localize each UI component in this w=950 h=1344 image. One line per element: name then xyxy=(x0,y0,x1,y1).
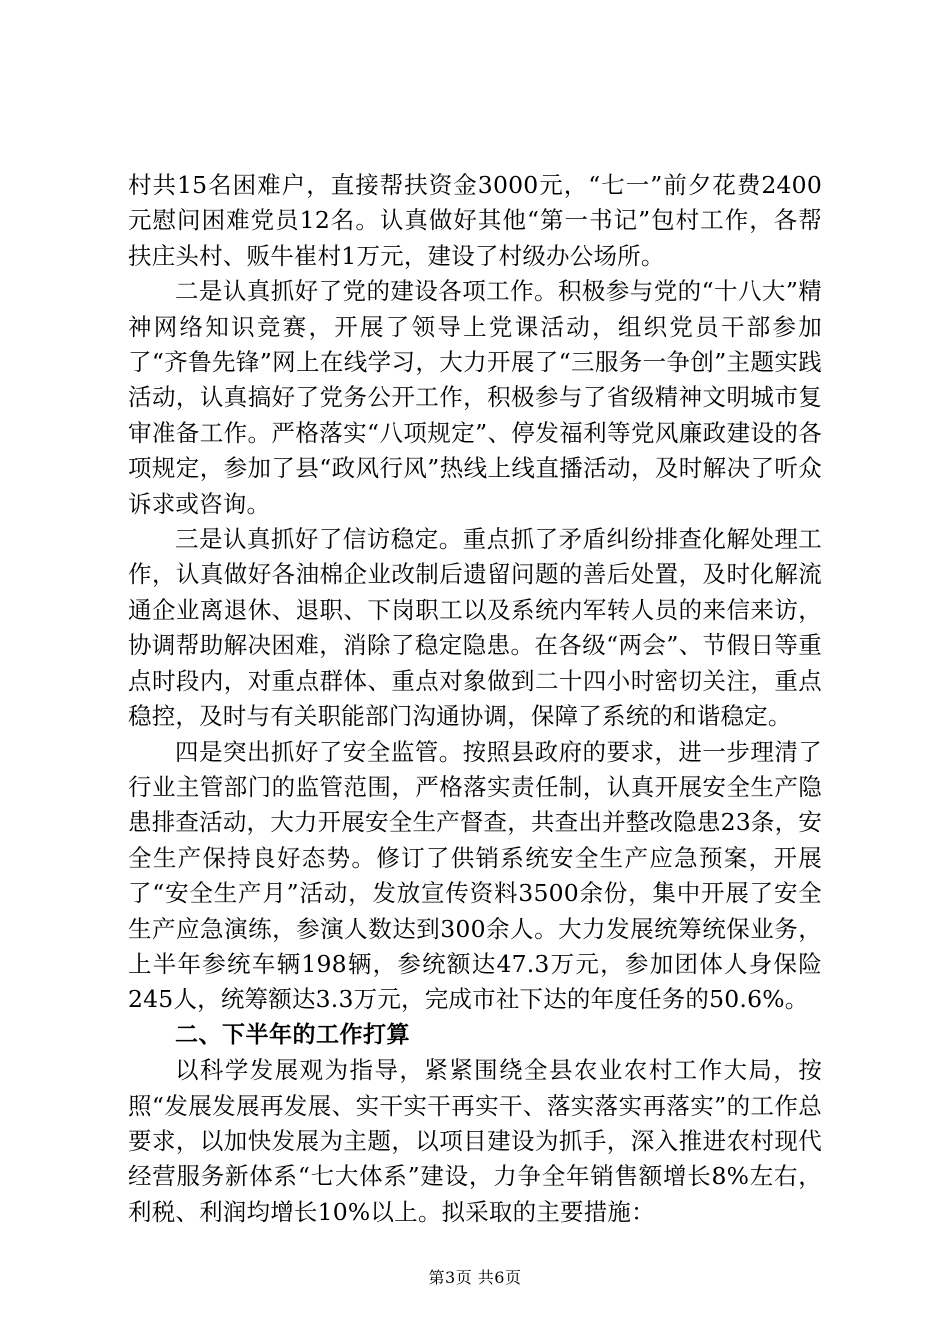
paragraph-party-building: 二是认真抓好了党的建设各项工作。积极参与党的“十八大”精神网络知识竞赛，开展了领导上党课活动，组织党员干部参加了“齐鲁先锋”网上在线学习，大力开展了“三服务一争创”主题实践活动，认真搞好了党务公开工作，积极参与了省级精神文明城市复审准备工作。严格落实“八项规定”、停发福利等党风廉政建设的各项规定，参加了县“政风行风”热线上线直播活动，及时解决了听众诉求或咨询。 xyxy=(128,277,822,518)
paragraph-intro-continued: 村共15名困难户，直接帮扶资金3000元，“七一”前夕花费2400元慰问困难党员12名。认真做好其他“第一书记”包村工作，各帮扶庄头村、贩牛崔村1万元，建设了村级办公场所。 xyxy=(128,171,822,270)
paragraph-petition-stability: 三是认真抓好了信访稳定。重点抓了矛盾纠纷排查化解处理工作，认真做好各油棉企业改制后遗留问题的善后处置，及时化解流通企业离退休、退职、下岗职工以及系统内军转人员的来信来访，协调帮助解决困难，消除了稳定隐患。在各级“两会”、节假日等重点时段内，对重点群体、重点对象做到二十四小时密切关注，重点稳控，及时与有关职能部门沟通协调，保障了系统的和谐稳定。 xyxy=(128,525,822,731)
document-body xyxy=(128,168,822,1230)
paragraph-work-plan: 以科学发展观为指导，紧紧围绕全县农业农村工作大局，按照“发展发展再发展、实干实干再实干、落实落实再落实”的工作总要求，以加快发展为主题，以项目建设为抓手，深入推进农村现代经营服务新体系“七大体系”建设，力争全年销售额增长8%左右，利税、利润均增长10%以上。拟采取的主要措施： xyxy=(128,1056,822,1226)
paragraph-safety-supervision: 四是突出抓好了安全监管。按照县政府的要求，进一步理清了行业主管部门的监管范围，严格落实责任制，认真开展安全生产隐患排查活动，大力开展安全生产督查，共查出并整改隐患23条，安全生产保持良好态势。修订了供销系统安全生产应急预案，开展了“安全生产月”活动，发放宣传资料3500余份，集中开展了安全生产应急演练，参演人数达到300余人。大力发展统筹统保业务，上半年参统车辆198辆，参统额达47.3万元，参加团体人身保险245人，统筹额达3.3万元，完成市社下达的年度任务的50.6%。 xyxy=(128,737,822,1014)
page-footer: 第3页 共6页 xyxy=(428,1268,522,1287)
section-heading-second-half-plan: 二、下半年的工作打算 xyxy=(175,1021,410,1048)
